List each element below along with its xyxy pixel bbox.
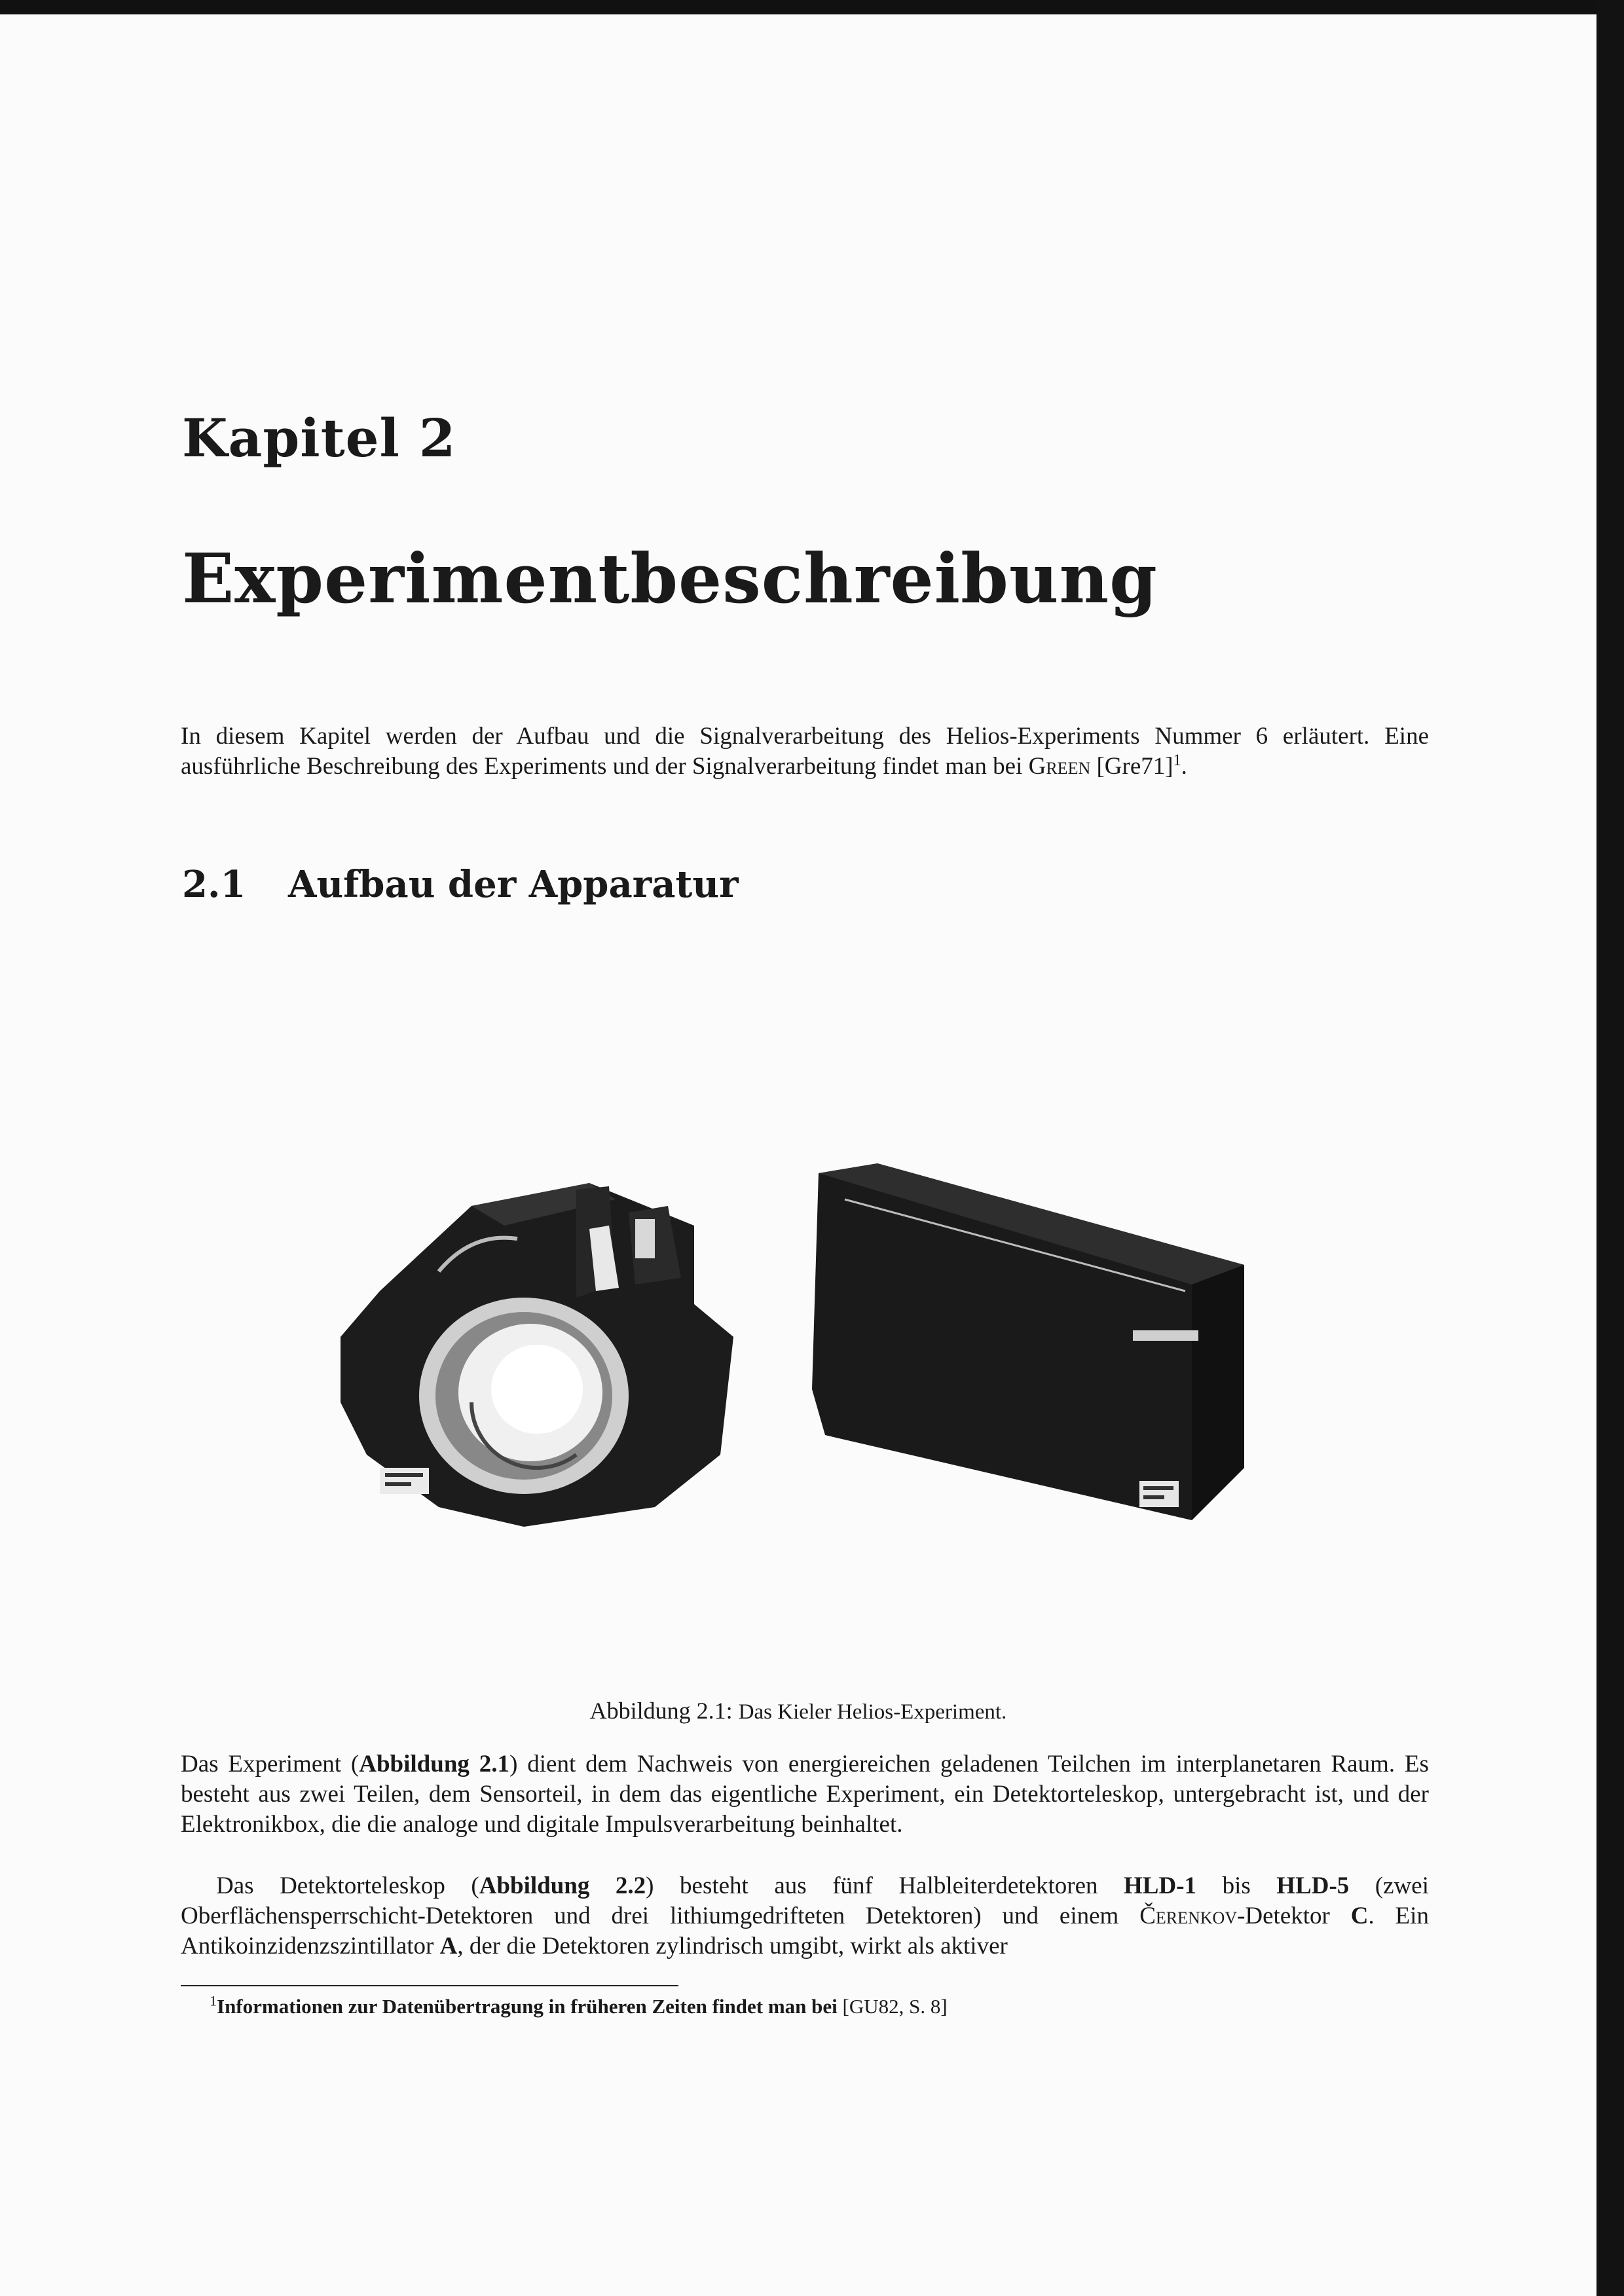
body-paragraph-1: Das Experiment (Abbildung 2.1) dient dem Nachweis von energiereichen geladenen Teilchen im interplanetaren Raum. Es besteht aus zwei Teilen, dem Sensorteil, in dem das eigentliche Experiment, ein Detektorteleskop, untergebracht ist, und der Elektronikbox, die die analoge und digitale Impulsverarbeitung beinhaltet. <box>181 1751 1429 1838</box>
footnote-number: 1 <box>210 1992 217 2009</box>
footnote <box>210 1992 948 2018</box>
section-number: 2.1 <box>182 863 246 906</box>
footnote-ref: [GU82, S. 8] <box>837 1995 948 2018</box>
scan-right-border <box>1596 0 1624 2296</box>
intro-paragraph: In diesem Kapitel werden der Aufbau und die Signalverarbeitung des Helios-Experiments Nummer 6 erläutert. Eine ausführliche Beschreibung des Experiments und der Signalverarbeitung findet man bei Green $[Gre71]^1$. <box>181 723 1429 780</box>
scan-top-border <box>0 0 1624 14</box>
figure-photo <box>327 1127 1297 1573</box>
electronics-box-image <box>812 1163 1244 1520</box>
figure-caption <box>0 1697 1596 1724</box>
figure-caption-text: Das Kieler Helios-Experiment. <box>738 1700 1007 1724</box>
chapter-label: Kapitel 2 <box>182 407 456 469</box>
figure-ref-2-2[interactable]: Abbildung 2.2 <box>479 1872 646 1899</box>
document-page <box>0 14 1596 2296</box>
footnote-text: Informationen zur Datenübertragung in früheren Zeiten findet man bei <box>217 1995 838 2018</box>
figure-label: Abbildung 2.1: <box>589 1698 733 1724</box>
section-heading <box>182 863 739 906</box>
footnote-mark[interactable]: 1 <box>1173 752 1181 769</box>
figure-ref-2-1[interactable]: Abbildung 2.1 <box>359 1751 510 1777</box>
chapter-title: Experimentbeschreibung <box>182 538 1158 619</box>
citation[interactable]: [Gre71] <box>1090 753 1173 780</box>
author-name: Green <box>1028 753 1091 780</box>
section-title: Aufbau der Apparatur <box>288 863 739 906</box>
sensor-unit-image <box>341 1183 733 1527</box>
body-paragraph-2: Das Detektorteleskop (Abbildung 2.2) besteht aus fünf Halbleiterdetektoren HLD-1 bis HLD-5 (zwei Oberflächensperrschicht-Detektoren und drei lithiumgedrifteten Detektoren) und einem Čerenkov-Detektor C. Ein Antikoinzidenzszintillator A, der die Detektoren zylindrisch umgibt, wirkt als aktiver <box>181 1872 1430 1959</box>
footnote-divider <box>181 1985 678 1986</box>
